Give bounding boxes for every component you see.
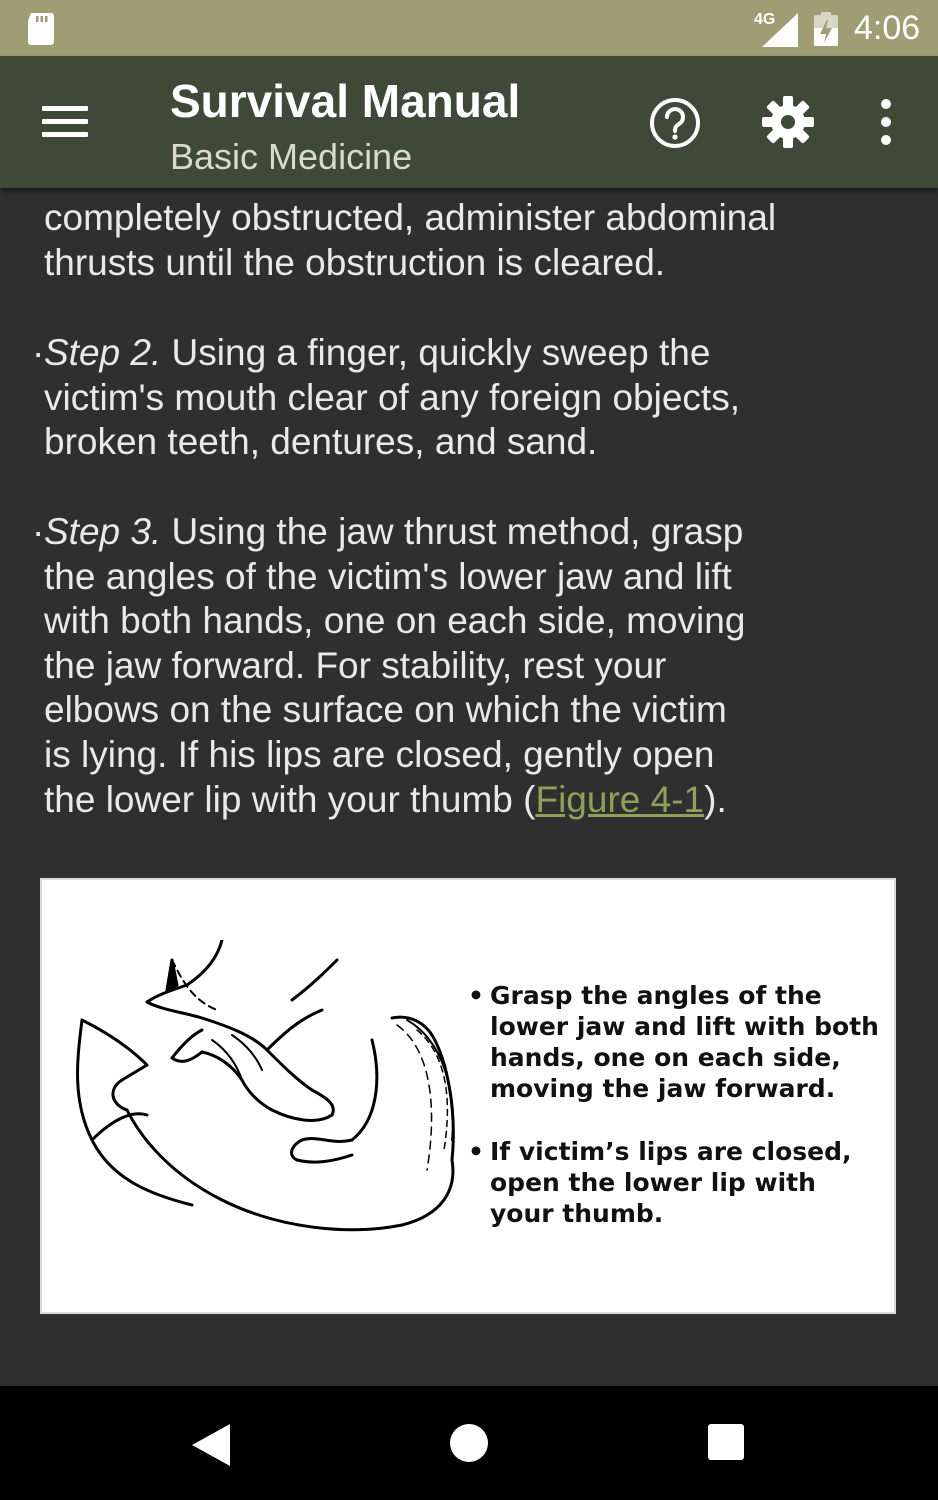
more-vert-icon[interactable] (866, 96, 906, 150)
figure-note-2: • If victim’s lips are closed, open the lower lip with your thumb. (468, 1136, 888, 1229)
intro-line-1: completely obstructed, administer abdominal (44, 197, 777, 238)
app-title: Survival Manual (170, 75, 521, 127)
article-content[interactable] (0, 188, 938, 1386)
menu-button[interactable] (32, 92, 98, 152)
intro-paragraph (44, 196, 804, 285)
status-bar (0, 0, 938, 56)
step-3-label: Step 3. (44, 511, 162, 552)
menu-icon (42, 106, 88, 111)
signal-indicator (754, 11, 798, 47)
network-type-label: 4G (754, 11, 776, 28)
step-2-text: Using a finger, quickly sweep the victim's mouth clear of any foreign objects, broken teeth, dentures, and sand. (44, 332, 740, 463)
figure-4-1-image (40, 878, 896, 1314)
navigation-bar (0, 1386, 938, 1500)
step-3-paragraph (32, 510, 756, 822)
figure-notes (468, 980, 888, 1261)
step-2-label: Step 2. (44, 332, 162, 373)
intro-line-2: thrusts until the obstruction is cleared. (44, 241, 666, 283)
gear-icon[interactable] (760, 94, 816, 150)
clock: 4:06 (854, 9, 921, 47)
recents-icon[interactable] (708, 1424, 744, 1460)
home-icon[interactable] (450, 1424, 488, 1462)
step-bullet: · (32, 511, 45, 552)
step-bullet: · (32, 332, 45, 373)
step-2-paragraph (32, 331, 744, 465)
figure-note-1: • Grasp the angles of the lower jaw and lift with both hands, one on each side, moving the jaw forward. (468, 980, 888, 1104)
app-subtitle: Basic Medicine (170, 136, 413, 177)
step-3-text: Using the jaw thrust method, grasp the angles of the victim's lower jaw and lift with both hands, one on each side, moving the jaw forward. For stability, rest your elbows on the surface on which the victim is lying. If his lips are closed, gently open the lower lip with your thumb ( (44, 511, 746, 820)
help-icon[interactable] (648, 96, 702, 150)
signal-icon (762, 13, 798, 47)
battery-icon (814, 12, 838, 46)
back-icon[interactable] (190, 1422, 232, 1468)
step-3-text-end: ). (704, 778, 727, 820)
sd-card-icon (28, 13, 54, 45)
jaw-thrust-illustration (52, 940, 492, 1270)
figure-4-1-link[interactable]: Figure 4-1 (535, 778, 705, 820)
app-bar (0, 56, 938, 188)
